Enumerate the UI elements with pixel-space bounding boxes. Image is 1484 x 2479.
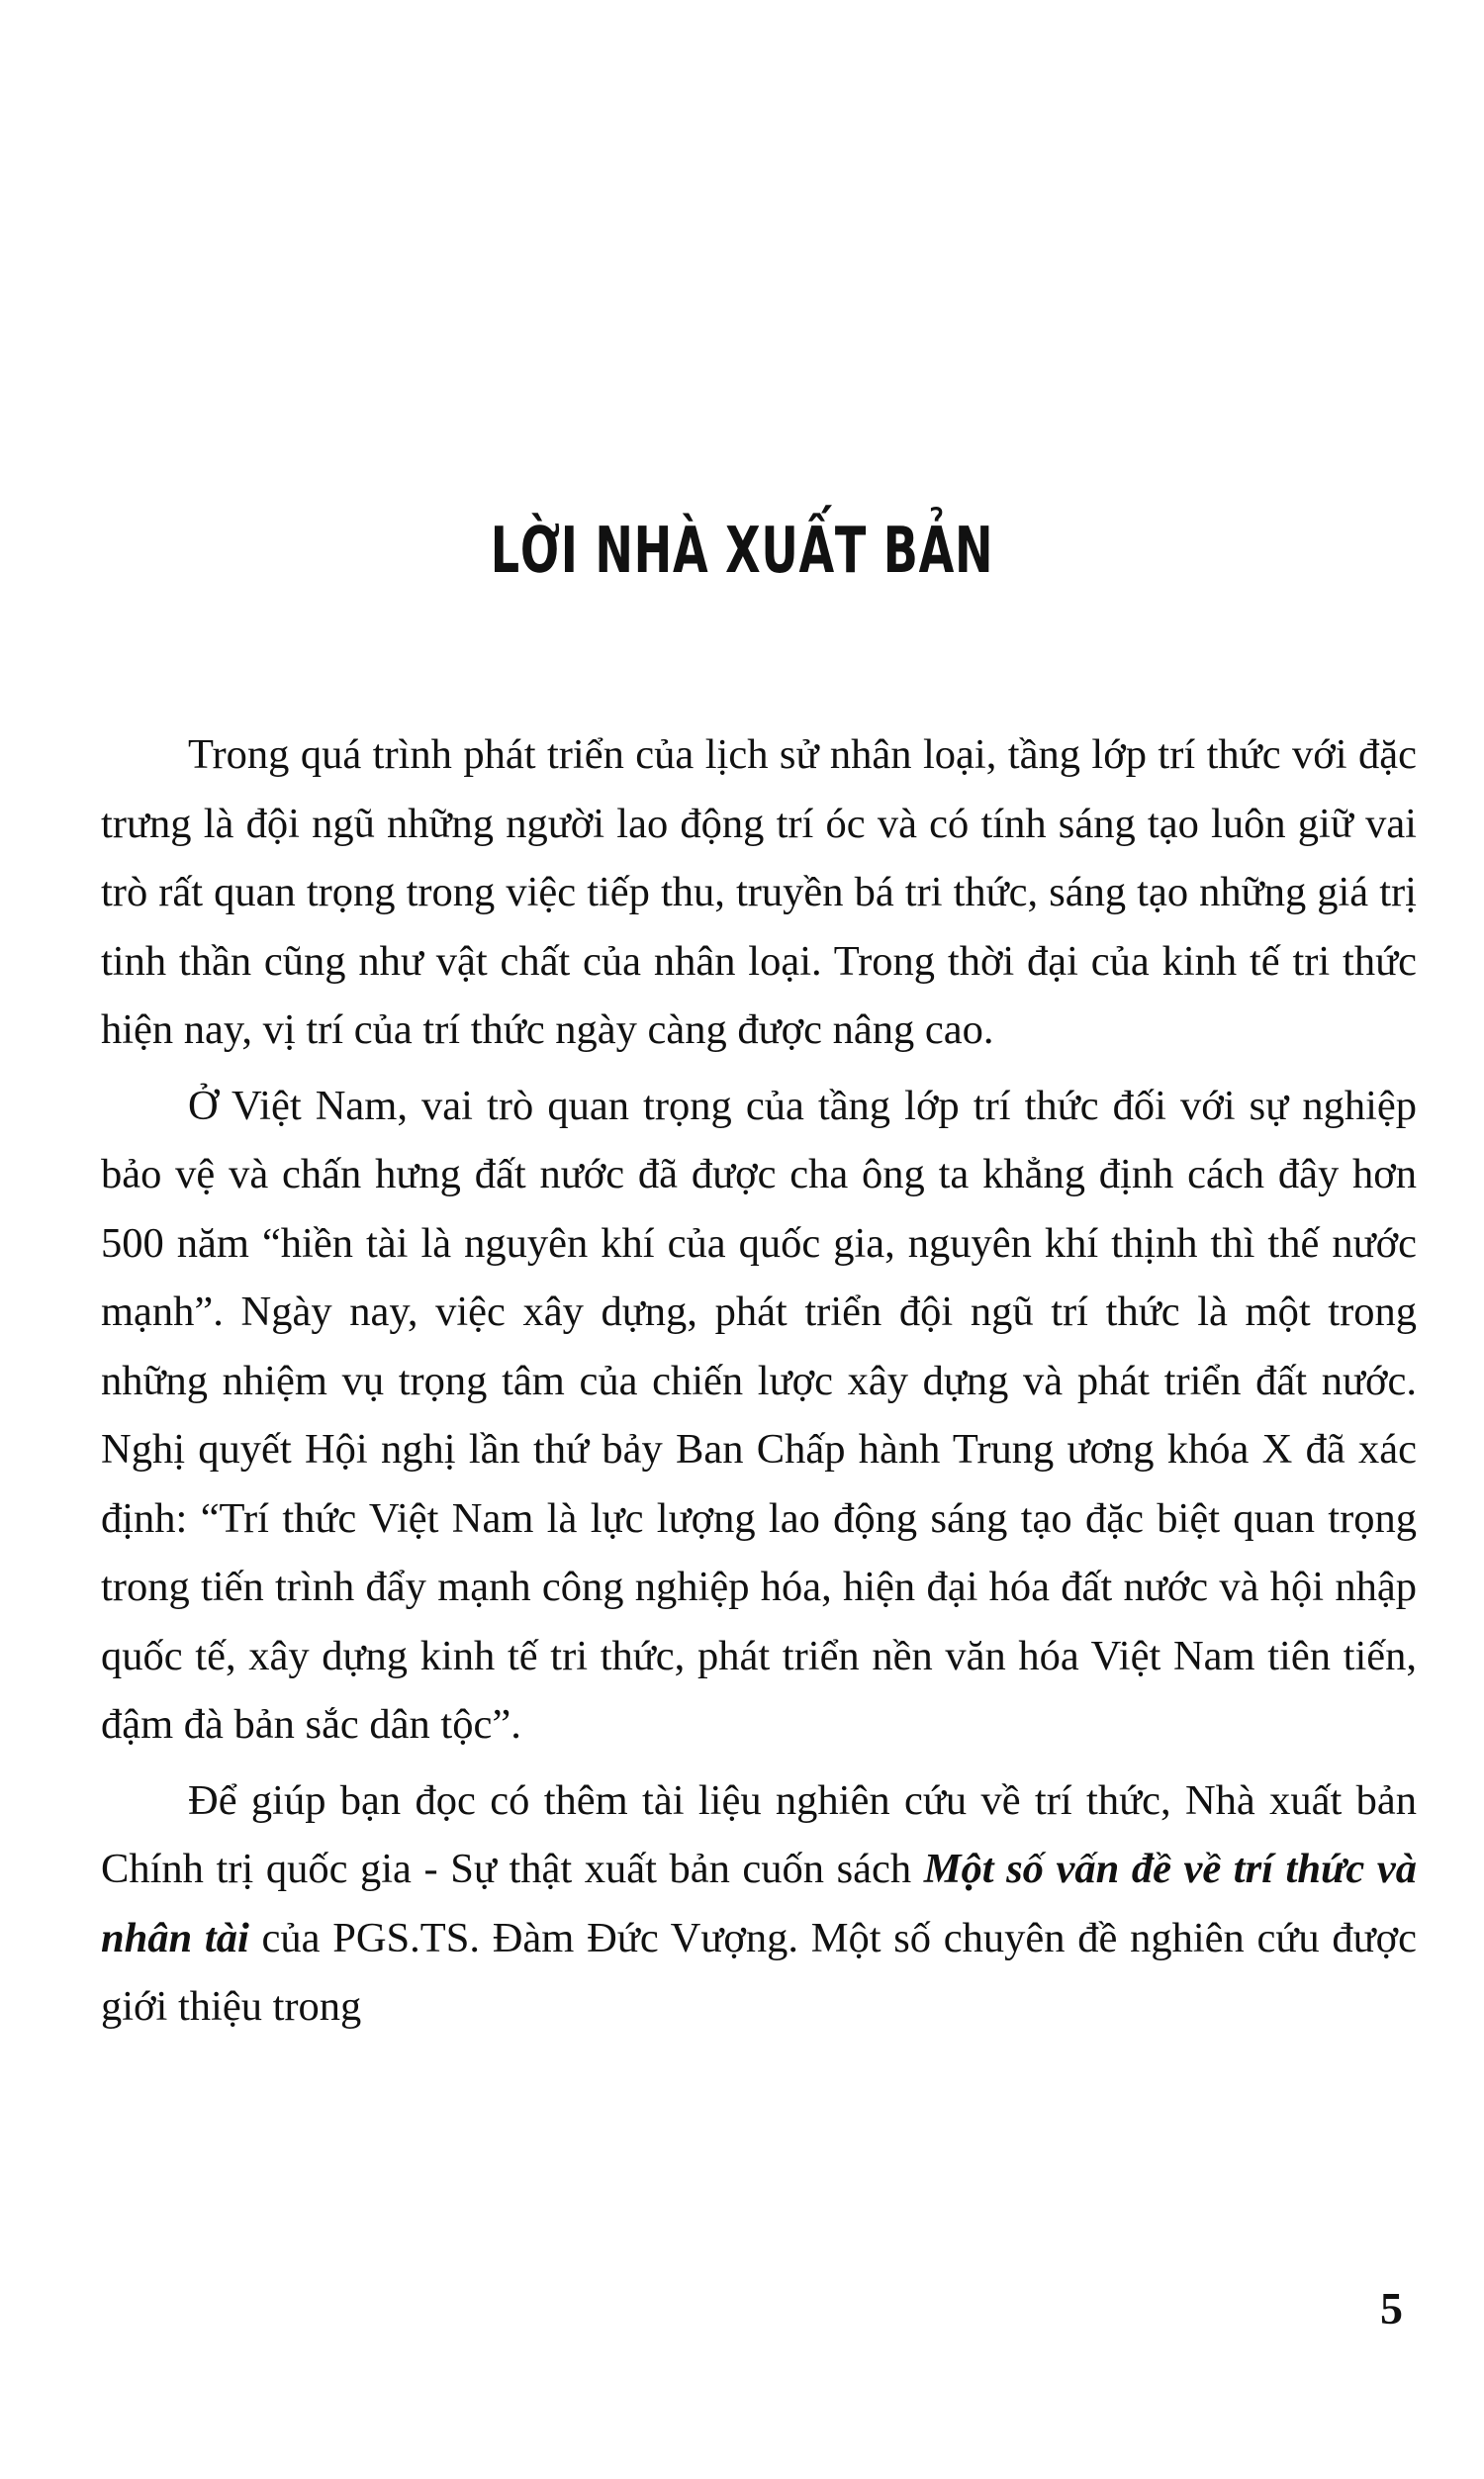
paragraph-3-before: Để giúp bạn đọc có thêm tài liệu nghiên cứu về trí thức, Nhà xuất bản Chính trị quốc gia - Sự thật xuất bản cuốn sách bbox=[101, 1776, 1417, 1892]
page-title: LỜI NHÀ XUẤT BẢN bbox=[490, 515, 994, 588]
body-text bbox=[101, 720, 1417, 2049]
page-number: 5 bbox=[1380, 2283, 1403, 2334]
book-title: Một số vấn đề về trí thức và nhân tài bbox=[101, 1846, 1417, 1961]
paragraph-3-after: của PGS.TS. Đàm Đức Vượng. Một số chuyên đề nghiên cứu được giới thiệu trong bbox=[101, 1914, 1417, 2030]
paragraph-2: Ở Việt Nam, vai trò quan trọng của tầng lớp trí thức đối với sự nghiệp bảo vệ và chấn hưng đất nước đã được cha ông ta khẳng định cách đây hơn 500 năm “hiền tài là nguyên khí của quốc gia, nguyên khí thịnh thì thế nước mạnh”. Ngày nay, việc xây dựng, phát triển đội ngũ trí thức là một trong những nhiệm vụ trọng tâm của chiến lược xây dựng và phát triển đất nước. Nghị quyết Hội nghị lần thứ bảy Ban Chấp hành Trung ương khóa X đã xác định: “Trí thức Việt Nam là lực lượng lao động sáng tạo đặc biệt quan trọng trong tiến trình đẩy mạnh công nghiệp hóa, hiện đại hóa đất nước và hội nhập quốc tế, xây dựng kinh tế tri thức, phát triển nền văn hóa Việt Nam tiên tiến, đậm đà bản sắc dân tộc”. bbox=[101, 1082, 1417, 1748]
paragraph-1: Trong quá trình phát triển của lịch sử nhân loại, tầng lớp trí thức với đặc trưng là đội ngũ những người lao động trí óc và có tính sáng tạo luôn giữ vai trò rất quan trọng trong việc tiếp thu, truyền bá tri thức, sáng tạo những giá trị tinh thần cũng như vật chất của nhân loại. Trong thời đại của kinh tế tri thức hiện nay, vị trí của trí thức ngày càng được nâng cao. bbox=[101, 731, 1417, 1053]
paragraph-3 bbox=[101, 1766, 1417, 2042]
